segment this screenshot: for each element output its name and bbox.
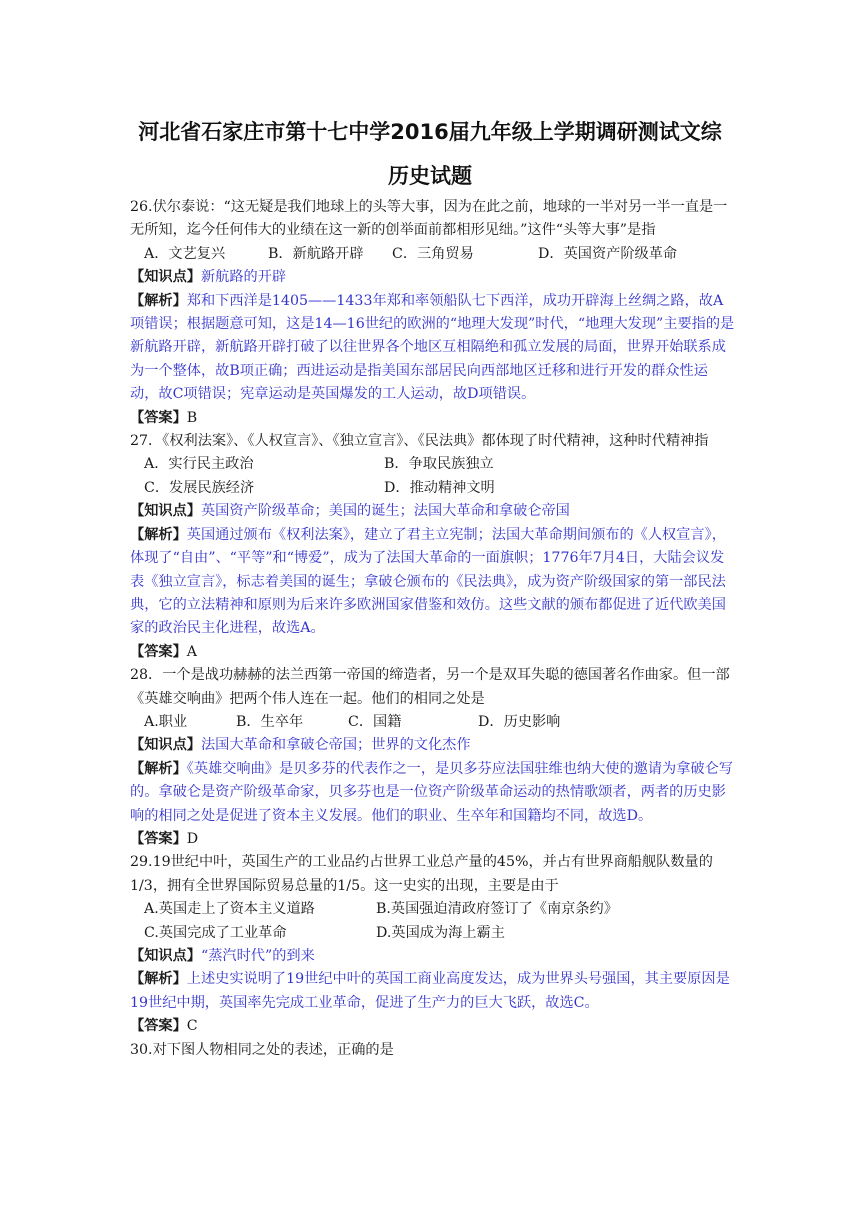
question-stem: 27．《权利法案》、《人权宣言》、《独立宣言》、《民法典》都体现了时代精神，这种时代精神指: [130, 433, 709, 450]
question-stem: 26.伏尔泰说：“这无疑是我们地球上的头等大事，因为在此之前，地球的一半对另一半一直是一无所知，迄今任何伟大的业绩在这一新的创举面前都相形见绌。”这件“头等大事”是指: [130, 199, 728, 239]
analysis-text: 《英雄交响曲》是贝多芬的代表作之一，是贝多芬应法国驻维也纳大使的邀请为拿破仑写的。拿破仑是资产阶级革命家，贝多芬也是一位资产阶级革命运动的热情歌颂者，两者的历史影响的相同之处是促进了资本主义发展。他们的职业、生卒年和国籍均不同，故选D。: [130, 760, 733, 824]
analysis: [130, 524, 736, 641]
answer-label: 【答案】: [130, 830, 187, 847]
option-d: D．英国资产阶级革命: [538, 245, 678, 262]
analysis: [130, 968, 736, 1015]
option-b: B.英国强迫清政府签订了《南京条约》: [376, 901, 618, 918]
option-c: C．三角贸易: [392, 245, 474, 262]
analysis: [130, 758, 736, 828]
answer-text: B: [186, 409, 198, 426]
answer-label: 【答案】: [130, 409, 187, 426]
question-options: [130, 711, 736, 734]
question-stem: 30.对下图人物相同之处的表述，正确的是: [130, 1041, 394, 1058]
knowledge-text: 法国大革命和拿破仑帝国；世界的文化杰作: [200, 737, 471, 754]
option-c: C．发展民族经济: [144, 479, 255, 496]
knowledge-text: “蒸汽时代”的到来: [200, 948, 315, 964]
option-b: B．生卒年: [236, 713, 304, 730]
answer-text: A: [186, 643, 198, 660]
answer: [130, 641, 736, 664]
question-options: [130, 477, 736, 500]
analysis-text: 郑和下西洋是1405——1433年郑和率领船队七下西洋，成功开辟海上丝绸之路，故A项错误；根据题意可知，这是14—16世纪的欧洲的“地理大发现”时代，“地理大发现”主要指的是新航路开辟，新航路开辟打破了以往世界各个地区互相隔绝和孤立发展的局面，世界开始联系成为一个整体，故B项正确；西进运动是指美国东部居民向西部地区迁移和进行开发的群众性运动，故C项错误；宪章运动是英国爆发的工人运动，故D项错误。: [130, 292, 735, 403]
question-26: [130, 196, 736, 430]
analysis: [130, 290, 736, 407]
question-27: [130, 430, 736, 664]
question-29: [130, 851, 736, 1038]
option-a: A.职业: [144, 713, 188, 730]
knowledge-point: [130, 266, 736, 289]
option-b: B．新航路开辟: [268, 245, 364, 262]
answer-label: 【答案】: [130, 1018, 187, 1035]
question-stem: 28．一个是战功赫赫的法兰西第一帝国的缔造者，另一个是双耳失聪的德国著名作曲家。但一部《英雄交响曲》把两个伟人连在一起。他们的相同之处是: [130, 667, 730, 707]
knowledge-label: 【知识点】: [130, 948, 201, 964]
option-d: D．历史影响: [478, 713, 561, 730]
knowledge-point: [130, 734, 736, 757]
question-30: [130, 1039, 736, 1062]
analysis-label: 【解析】: [130, 292, 187, 309]
option-a: A．文艺复兴: [144, 245, 226, 262]
knowledge-label: 【知识点】: [130, 269, 201, 286]
answer-text: D: [186, 830, 199, 847]
question-options: [130, 898, 736, 921]
document-title: 河北省石家庄市第十七中学2016届九年级上学期调研测试文综: [138, 120, 722, 144]
option-a: A.英国走上了资本主义道路: [144, 901, 315, 918]
answer-label: 【答案】: [130, 643, 187, 660]
knowledge-text: 英国资产阶级革命；美国的诞生；法国大革命和拿破仑帝国: [200, 503, 570, 520]
question-options: [130, 453, 736, 476]
option-a: A．实行民主政治: [144, 456, 254, 473]
option-b: B．争取民族独立: [384, 456, 494, 473]
answer: [130, 407, 736, 430]
analysis-label: 【解析】: [130, 971, 187, 988]
analysis-text: 上述史实说明了19世纪中叶的英国工商业高度发达，成为世界头号强国，其主要原因是19世纪中期，英国率先完成工业革命，促进了生产力的巨大飞跃，故选C。: [130, 971, 730, 1011]
question-28: [130, 664, 736, 851]
knowledge-point: [130, 500, 736, 523]
analysis-label: 【解析】: [130, 526, 187, 543]
question-stem: 29.19世纪中叶，英国生产的工业品约占世界工业总产量的45%，并占有世界商船舰队数量的1/3，拥有全世界国际贸易总量的1/5。这一史实的出现，主要是由于: [130, 854, 713, 894]
answer: [130, 1015, 736, 1038]
option-c: C．国籍: [348, 713, 402, 730]
knowledge-text: 新航路的开辟: [200, 269, 287, 286]
knowledge-label: 【知识点】: [130, 737, 201, 754]
analysis-label: 【解析】: [130, 760, 187, 777]
option-d: D.英国成为海上霸主: [376, 924, 505, 941]
document-body: [130, 196, 736, 1062]
option-c: C.英国完成了工业革命: [144, 924, 287, 941]
question-options: [130, 243, 736, 266]
document-subtitle: 历史试题: [388, 164, 472, 188]
knowledge-point: [130, 945, 736, 968]
question-options: [130, 922, 736, 945]
option-d: D．推动精神文明: [384, 479, 495, 496]
knowledge-label: 【知识点】: [130, 503, 201, 520]
answer: [130, 828, 736, 851]
answer-text: C: [186, 1018, 198, 1035]
analysis-text: 英国通过颁布《权利法案》，建立了君主立宪制；法国大革命期间颁布的《人权宣言》，体现了“自由”、“平等”和“博爱”，成为了法国大革命的一面旗帜；1776年7月4日，大陆会议发表《独立宣言》，标志着美国的诞生；拿破仑颁布的《民法典》，成为资产阶级国家的第一部民法典，它的立法精神和原则为后来许多欧洲国家借鉴和效仿。这些文献的颁布都促进了近代欧美国家的政治民主化进程，故选A。: [130, 526, 726, 637]
